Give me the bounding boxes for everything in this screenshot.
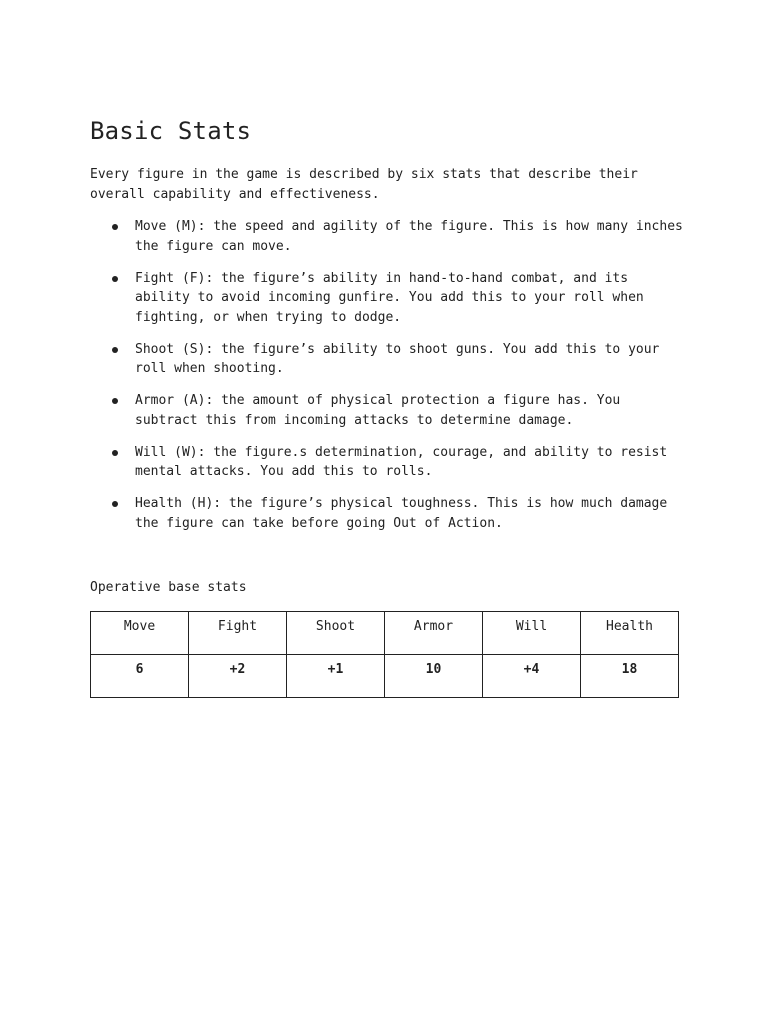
stat-item-health: [90, 494, 690, 533]
stat-item-move: [90, 217, 690, 256]
intro-paragraph: Every figure in the game is described by six stats that describe their overall capability and effectiveness.: [90, 167, 638, 202]
stat-list: [90, 217, 690, 546]
stat-item-fight: [90, 269, 690, 328]
bullet-icon: [112, 224, 118, 230]
header-shoot: Shoot: [287, 612, 385, 655]
stat-item-will: [90, 443, 690, 482]
header-will: Will: [483, 612, 581, 655]
stat-item-shoot: [90, 340, 690, 379]
stat-description: Health (H): the figure’s physical toughness. This is how much damage the figure can take before going Out of Action.: [135, 496, 668, 531]
table-caption: Operative base stats: [90, 580, 247, 595]
value-shoot: +1: [287, 655, 385, 698]
stat-item-armor: [90, 391, 690, 430]
stat-description: Fight (F): the figure’s ability in hand-to-hand combat, and its ability to avoid incoming gunfire. You add this to your roll when fighting, or when trying to dodge.: [135, 270, 644, 325]
value-will: +4: [483, 655, 581, 698]
value-move: 6: [91, 655, 189, 698]
page-title: Basic Stats: [90, 117, 252, 145]
bullet-icon: [112, 276, 118, 282]
value-health: 18: [581, 655, 679, 698]
value-armor: 10: [385, 655, 483, 698]
header-health: Health: [581, 612, 679, 655]
stat-description: Will (W): the figure.s determination, courage, and ability to resist mental attacks. You add this to rolls.: [135, 444, 668, 479]
header-armor: Armor: [385, 612, 483, 655]
base-stats-table: [90, 611, 679, 698]
header-fight: Fight: [189, 612, 287, 655]
bullet-icon: [112, 398, 118, 404]
header-move: Move: [91, 612, 189, 655]
stat-description: Move (M): the speed and agility of the figure. This is how many inches the figure can move.: [135, 219, 683, 254]
value-fight: +2: [189, 655, 287, 698]
table-row: [91, 655, 679, 698]
stat-description: Armor (A): the amount of physical protection a figure has. You subtract this from incoming attacks to determine damage.: [135, 393, 621, 428]
stat-description: Shoot (S): the figure’s ability to shoot guns. You add this to your roll when shooting.: [135, 341, 660, 376]
bullet-icon: [112, 347, 118, 353]
bullet-icon: [112, 450, 118, 456]
table-header-row: [91, 612, 679, 655]
bullet-icon: [112, 501, 118, 507]
